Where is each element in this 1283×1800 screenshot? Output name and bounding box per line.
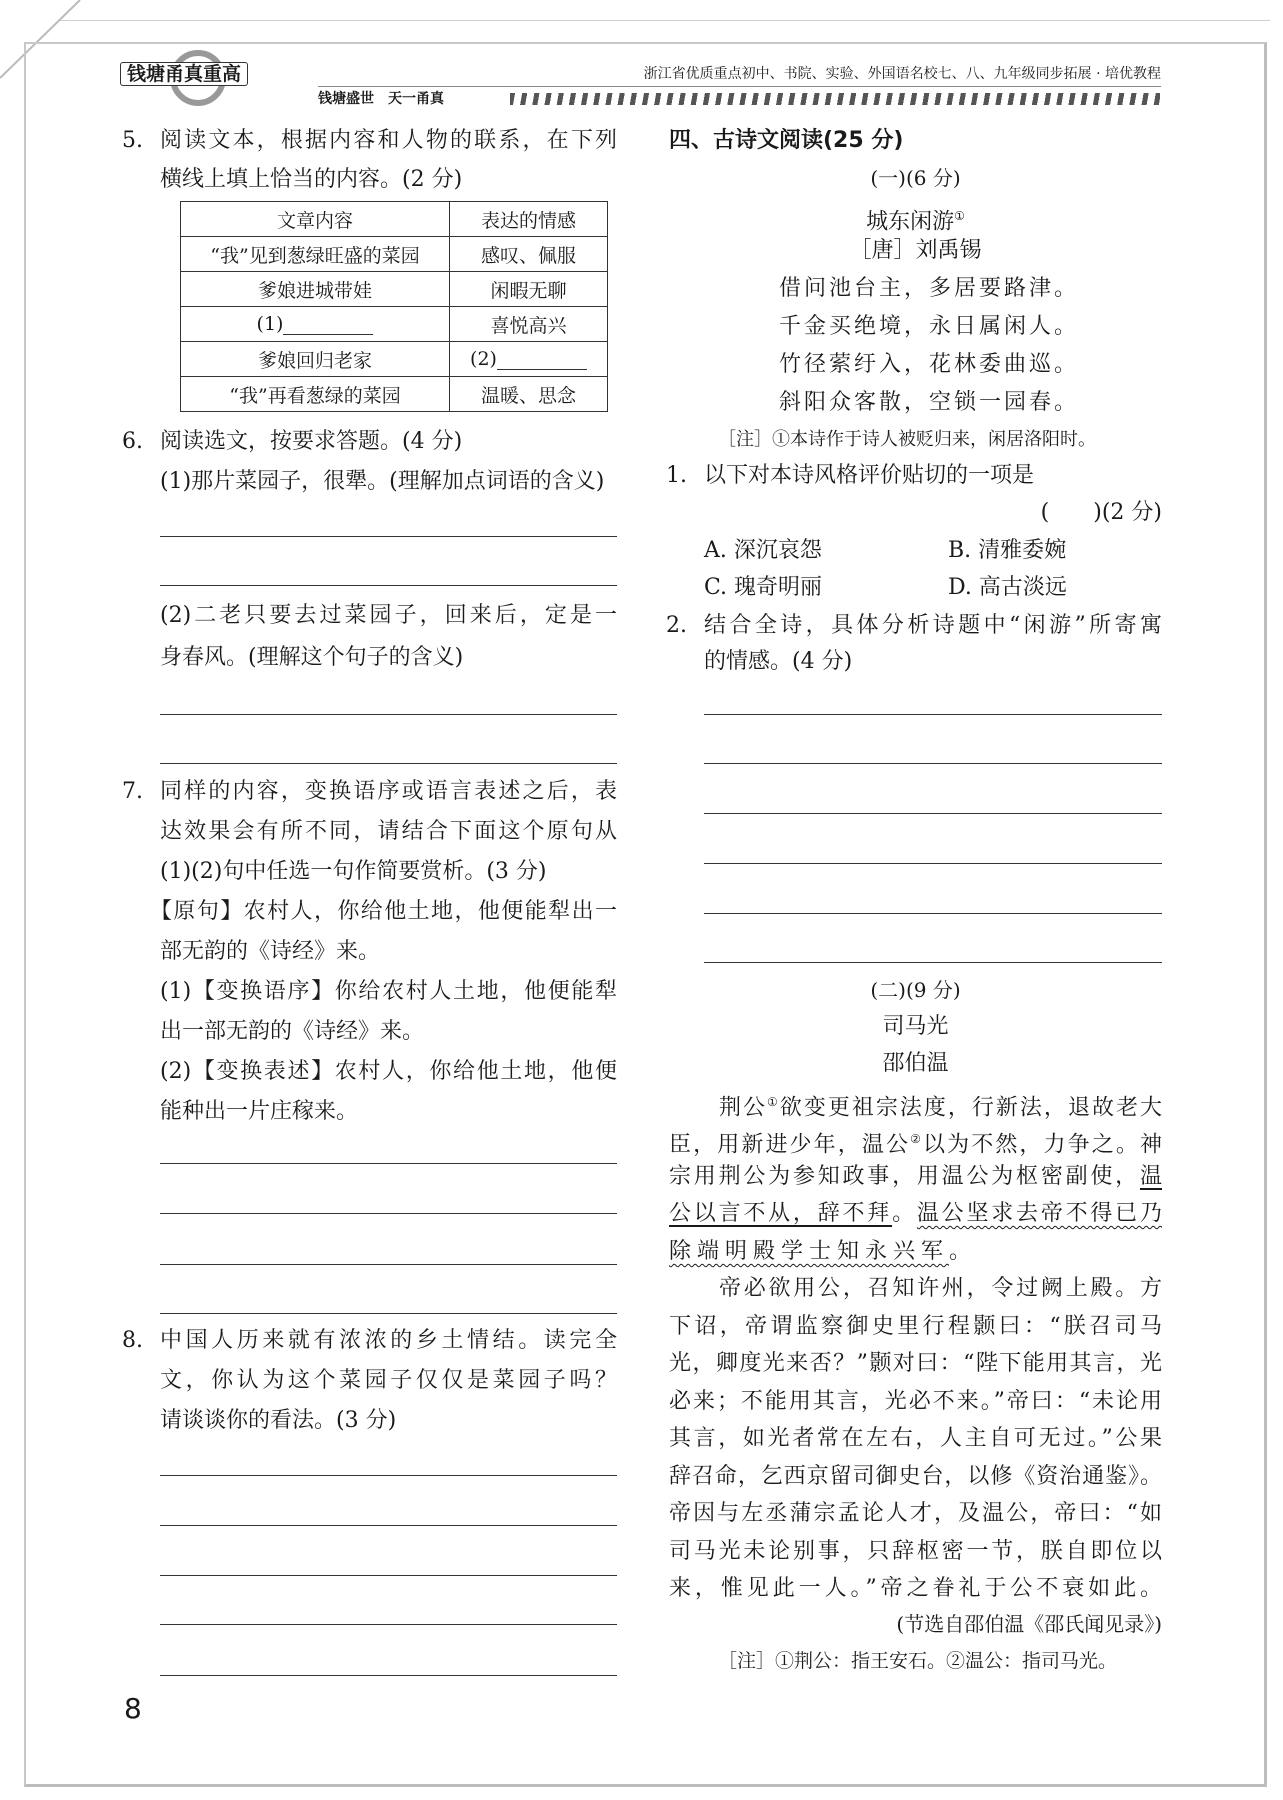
prose-line: 除端明殿学士知永兴军。 — [669, 1239, 978, 1264]
q6-sub2: (2)二老只要去过菜园子，回来后，定是一 — [160, 603, 617, 628]
prose-line: 公以言不从，辞不拜。温公坚求去帝不得已乃 — [669, 1201, 1162, 1226]
answer-line[interactable] — [160, 763, 617, 764]
rq2-text: 结合全诗，具体分析诗题中“闲游”所寄寓 — [704, 613, 1162, 638]
prose-line: 臣，用新进少年，温公②以为不然，力争之。神 — [669, 1132, 1162, 1158]
table-cell: 闲暇无聊 — [450, 272, 608, 307]
prose-line: 宗用荆公为参知政事，用温公为枢密副使，温 — [669, 1164, 1162, 1189]
q7-text: 同样的内容，变换语序或语言表述之后，表 — [160, 779, 617, 804]
table-header: 文章内容 — [181, 202, 450, 237]
q8-number: 8. — [122, 1328, 143, 1353]
poem-line: 斜阳众客散，空锁一园春。 — [779, 390, 1080, 415]
prose-note: ［注］①荆公：指王安石。②温公：指司马光。 — [718, 1650, 1118, 1672]
q5-text: 横线上填上恰当的内容。(2 分) — [160, 167, 463, 192]
part1-label: (一)(6 分) — [870, 166, 961, 190]
part2-label: (二)(9 分) — [870, 978, 961, 1002]
answer-line[interactable] — [160, 1163, 617, 1164]
header-logo: 钱塘甬真重高 — [120, 62, 248, 86]
wavy-underlined-text: 除端明殿学士知永兴军 — [669, 1239, 950, 1264]
answer-line[interactable] — [160, 1475, 617, 1476]
poem-note: ［注］①本诗作于诗人被贬归来，闲居洛阳时。 — [718, 429, 1096, 450]
q7-variant2: (2)【变换表述】农村人，你给他土地，他便 — [160, 1059, 617, 1084]
rq2-number: 2. — [666, 613, 687, 638]
poem-line: 竹径萦纡入，花林委曲巡。 — [779, 352, 1080, 377]
answer-line[interactable] — [704, 813, 1162, 814]
footnote-mark: ① — [767, 1095, 780, 1109]
answer-line[interactable] — [160, 714, 617, 715]
prose-author: 邵伯温 — [882, 1051, 949, 1076]
answer-line[interactable] — [160, 1675, 617, 1676]
underlined-text: 公以言不从，辞不拜 — [669, 1201, 893, 1226]
answer-line[interactable] — [160, 585, 617, 586]
q6-text: 阅读选文，按要求答题。(4 分) — [160, 429, 463, 454]
prose-line: 光，卿度光来否？”颢对曰：“陛下能用其言，光 — [669, 1351, 1162, 1376]
q7-variant1: 出一部无韵的《诗经》来。 — [160, 1019, 425, 1044]
q8-text: 请谈谈你的看法。(3 分) — [160, 1408, 397, 1433]
header-series: 浙江省优质重点初中、书院、实验、外国语名校七、八、九年级同步拓展 · 培优教程 — [643, 66, 1161, 82]
footnote-mark: ① — [954, 209, 965, 223]
page-number: 8 — [124, 1692, 142, 1725]
answer-line[interactable] — [160, 536, 617, 537]
answer-line[interactable] — [160, 1313, 617, 1314]
poem-line: 千金买绝境，永日属闲人。 — [779, 314, 1080, 339]
answer-bracket[interactable]: ( )(2 分) — [1040, 500, 1162, 525]
answer-line[interactable] — [704, 913, 1162, 914]
table-row — [181, 272, 608, 307]
prose-line: 来，惟见此一人。”帝之眷礼于公不衰如此。 — [669, 1576, 1162, 1601]
prose-line: 辞召命，乞西京留司御史台，以修《资治通鉴》。 — [669, 1464, 1162, 1489]
prose-line: 司马光未论别事，只辞枢密一节，朕自即位以 — [669, 1539, 1162, 1564]
table-header: 表达的情感 — [450, 202, 608, 237]
answer-line[interactable] — [160, 1624, 617, 1625]
wavy-underlined-text: 温公坚求去帝不得已乃 — [916, 1201, 1162, 1226]
q7-variant1: (1)【变换语序】你给农村人土地，他便能犁 — [160, 979, 617, 1004]
prose-line: 荆公①欲变更祖宗法度，行新法，退故老大 — [719, 1095, 1162, 1121]
header-slogan: 钱塘盛世 天一甬真 — [318, 91, 444, 107]
section-title: 四、古诗文阅读(25 分) — [669, 128, 904, 153]
option-a[interactable]: A. 深沉哀怨 — [704, 538, 822, 563]
prose-line: 其言，如光者常在左右，人主自可无过。”公果 — [669, 1426, 1162, 1451]
table-cell: 温暖、思念 — [450, 377, 608, 412]
answer-line[interactable] — [160, 1525, 617, 1526]
poem-line: 借问池台主，多居要路津。 — [779, 276, 1080, 301]
q7-variant2: 能种出一片庄稼来。 — [160, 1099, 359, 1124]
q7-original: 部无韵的《诗经》来。 — [160, 939, 381, 964]
table-row — [181, 307, 608, 342]
answer-line[interactable] — [160, 1213, 617, 1214]
q8-text: 中国人历来就有浓浓的乡土情结。读完全 — [160, 1328, 617, 1353]
answer-line[interactable] — [704, 962, 1162, 963]
option-b[interactable]: B. 清雅委婉 — [948, 538, 1067, 563]
prose-line: 下诏，帝谓监察御史里行程颢曰：“朕召司马 — [669, 1314, 1162, 1339]
poem-author: ［唐］刘禹锡 — [849, 238, 982, 263]
q7-number: 7. — [122, 779, 143, 804]
q6-number: 6. — [122, 429, 143, 454]
rq2-text: 的情感。(4 分) — [704, 649, 853, 674]
poem-title-text: 城东闲游 — [866, 209, 955, 235]
rq1-text: 以下对本诗风格评价贴切的一项是 — [704, 463, 1035, 488]
table-cell: 爹娘进城带娃 — [181, 272, 450, 307]
table-row — [181, 237, 608, 272]
prose-title: 司马光 — [882, 1014, 949, 1039]
prose-source: (节选自邵伯温《邵氏闻见录》) — [896, 1612, 1162, 1636]
q7-text: 达效果会有所不同，请结合下面这个原句从 — [160, 819, 617, 844]
prose-line: 帝必欲用公，召知许州，令过阙上殿。方 — [719, 1276, 1162, 1301]
header-rule — [318, 86, 1161, 87]
prose-line: 必来；不能用其言，光必不来。”帝曰：“未论用 — [669, 1389, 1162, 1414]
option-c[interactable]: C. 瑰奇明丽 — [704, 575, 823, 600]
q6-sub1: (1)那片菜园子，很犟。(理解加点词语的含义) — [160, 469, 605, 494]
rq1-number: 1. — [666, 463, 687, 488]
q5-table — [180, 201, 608, 412]
blank-label: (1) — [256, 313, 284, 335]
answer-blank-2[interactable] — [497, 349, 587, 370]
underlined-text: 温 — [1139, 1164, 1162, 1189]
blank-label: (2) — [470, 348, 497, 370]
page-shadow-line — [60, 20, 1270, 21]
poem-title — [669, 201, 1162, 237]
answer-line[interactable] — [704, 714, 1162, 715]
answer-line[interactable] — [704, 863, 1162, 864]
prose-line: 帝因与左丞蒲宗孟论人才，及温公，帝曰：“如 — [669, 1501, 1162, 1526]
q8-text: 文，你认为这个菜园子仅仅是菜园子吗？ — [160, 1368, 617, 1393]
answer-line[interactable] — [160, 1264, 617, 1265]
table-cell: “我”见到葱绿旺盛的菜园 — [181, 237, 450, 272]
table-cell: 喜悦高兴 — [450, 307, 608, 342]
footnote-mark: ② — [910, 1132, 923, 1146]
table-cell: 感叹、佩服 — [450, 237, 608, 272]
option-d[interactable]: D. 高古淡远 — [948, 575, 1067, 600]
q5-number: 5. — [122, 128, 143, 153]
q7-original: 【原句】农村人，你给他土地，他便能犁出一 — [150, 899, 617, 924]
header-hatch-bar — [510, 93, 1160, 105]
table-cell — [181, 307, 450, 342]
q7-text: (1)(2)句中任选一句作简要赏析。(3 分) — [160, 859, 547, 884]
answer-line[interactable] — [704, 763, 1162, 764]
q5-text: 阅读文本，根据内容和人物的联系，在下列 — [160, 128, 617, 153]
answer-blank-1[interactable] — [283, 314, 373, 335]
q6-sub2: 身春风。(理解这个句子的含义) — [160, 645, 464, 670]
table-cell: “我”再看葱绿的菜园 — [181, 377, 450, 412]
table-row — [181, 342, 608, 377]
answer-line[interactable] — [160, 1575, 617, 1576]
table-cell — [450, 342, 608, 377]
table-cell: 爹娘回归老家 — [181, 342, 450, 377]
table-row — [181, 377, 608, 412]
